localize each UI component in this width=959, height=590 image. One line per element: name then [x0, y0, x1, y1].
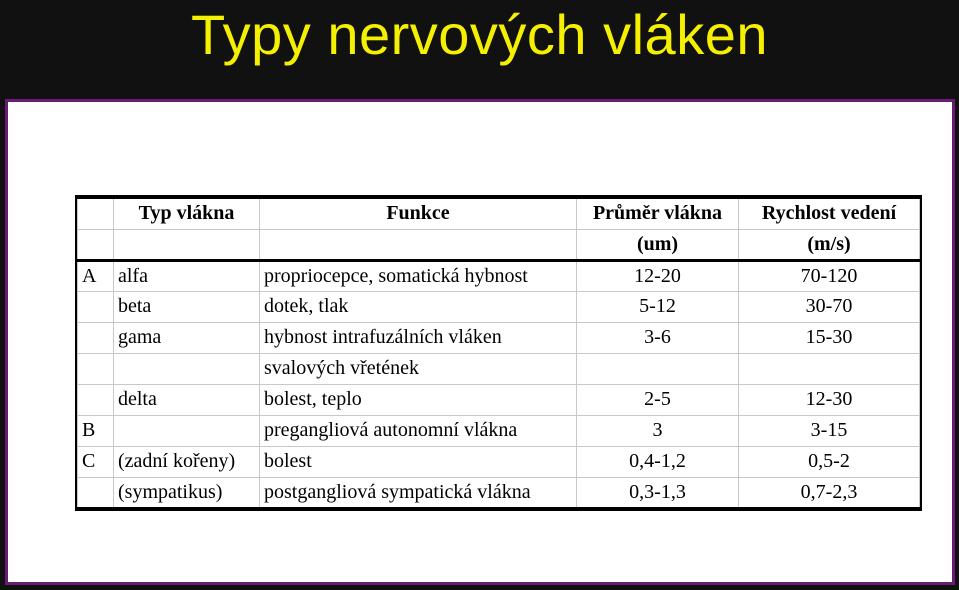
table-row: [78, 446, 920, 477]
table-cell: C: [78, 446, 114, 477]
table-cell: gama: [114, 322, 260, 353]
table-cell: (sympatikus): [114, 477, 260, 508]
table-cell: 12-20: [577, 260, 739, 291]
units-cell: (m/s): [739, 229, 920, 260]
table-cell: 2-5: [577, 384, 739, 415]
table-row: [78, 415, 920, 446]
table-cell: [78, 477, 114, 508]
table-cell: [577, 353, 739, 384]
header-cell: Rychlost vedení: [739, 198, 920, 229]
table-cell: A: [78, 260, 114, 291]
table-cell: B: [78, 415, 114, 446]
header-cell: Typ vlákna: [114, 198, 260, 229]
table-cell: pregangliová autonomní vlákna: [260, 415, 577, 446]
table-cell: [114, 353, 260, 384]
table-cell: [78, 291, 114, 322]
table-cell: (zadní kořeny): [114, 446, 260, 477]
table-cell: [739, 353, 920, 384]
table-cell: 3-15: [739, 415, 920, 446]
table-cell: [114, 415, 260, 446]
table-row: [78, 291, 920, 322]
table-cell: 15-30: [739, 322, 920, 353]
table-cell: propriocepce, somatická hybnost: [260, 260, 577, 291]
table-cell: 12-30: [739, 384, 920, 415]
table-row: [78, 260, 920, 291]
units-cell: [260, 229, 577, 260]
units-cell: [78, 229, 114, 260]
units-cell: (um): [577, 229, 739, 260]
table-cell: [78, 384, 114, 415]
table-cell: 3-6: [577, 322, 739, 353]
table-cell: 30-70: [739, 291, 920, 322]
table-cell: alfa: [114, 260, 260, 291]
table-cell: 0,5-2: [739, 446, 920, 477]
table-cell: bolest, teplo: [260, 384, 577, 415]
table-row: [78, 322, 920, 353]
nerve-fiber-table: [77, 197, 920, 509]
slide-title: Typy nervových vláken: [191, 3, 768, 66]
table-row: [78, 477, 920, 508]
table-header-row: [78, 198, 920, 229]
table-cell: bolest: [260, 446, 577, 477]
table-row: [78, 384, 920, 415]
table-cell: 3: [577, 415, 739, 446]
table-row: [78, 353, 920, 384]
table-cell: svalových vřetének: [260, 353, 577, 384]
table-cell: dotek, tlak: [260, 291, 577, 322]
table-units-row: [78, 229, 920, 260]
header-cell: Průměr vlákna: [577, 198, 739, 229]
units-cell: [114, 229, 260, 260]
table-cell: 70-120: [739, 260, 920, 291]
table-cell: delta: [114, 384, 260, 415]
table-cell: postgangliová sympatická vlákna: [260, 477, 577, 508]
table-cell: 0,7-2,3: [739, 477, 920, 508]
table-cell: hybnost intrafuzálních vláken: [260, 322, 577, 353]
table-cell: beta: [114, 291, 260, 322]
header-cell: [78, 198, 114, 229]
header-cell: Funkce: [260, 198, 577, 229]
table-cell: 0,3-1,3: [577, 477, 739, 508]
content-frame: [5, 99, 955, 585]
table-cell: 5-12: [577, 291, 739, 322]
table-cell: 0,4-1,2: [577, 446, 739, 477]
table-cell: [78, 353, 114, 384]
table-cell: [78, 322, 114, 353]
